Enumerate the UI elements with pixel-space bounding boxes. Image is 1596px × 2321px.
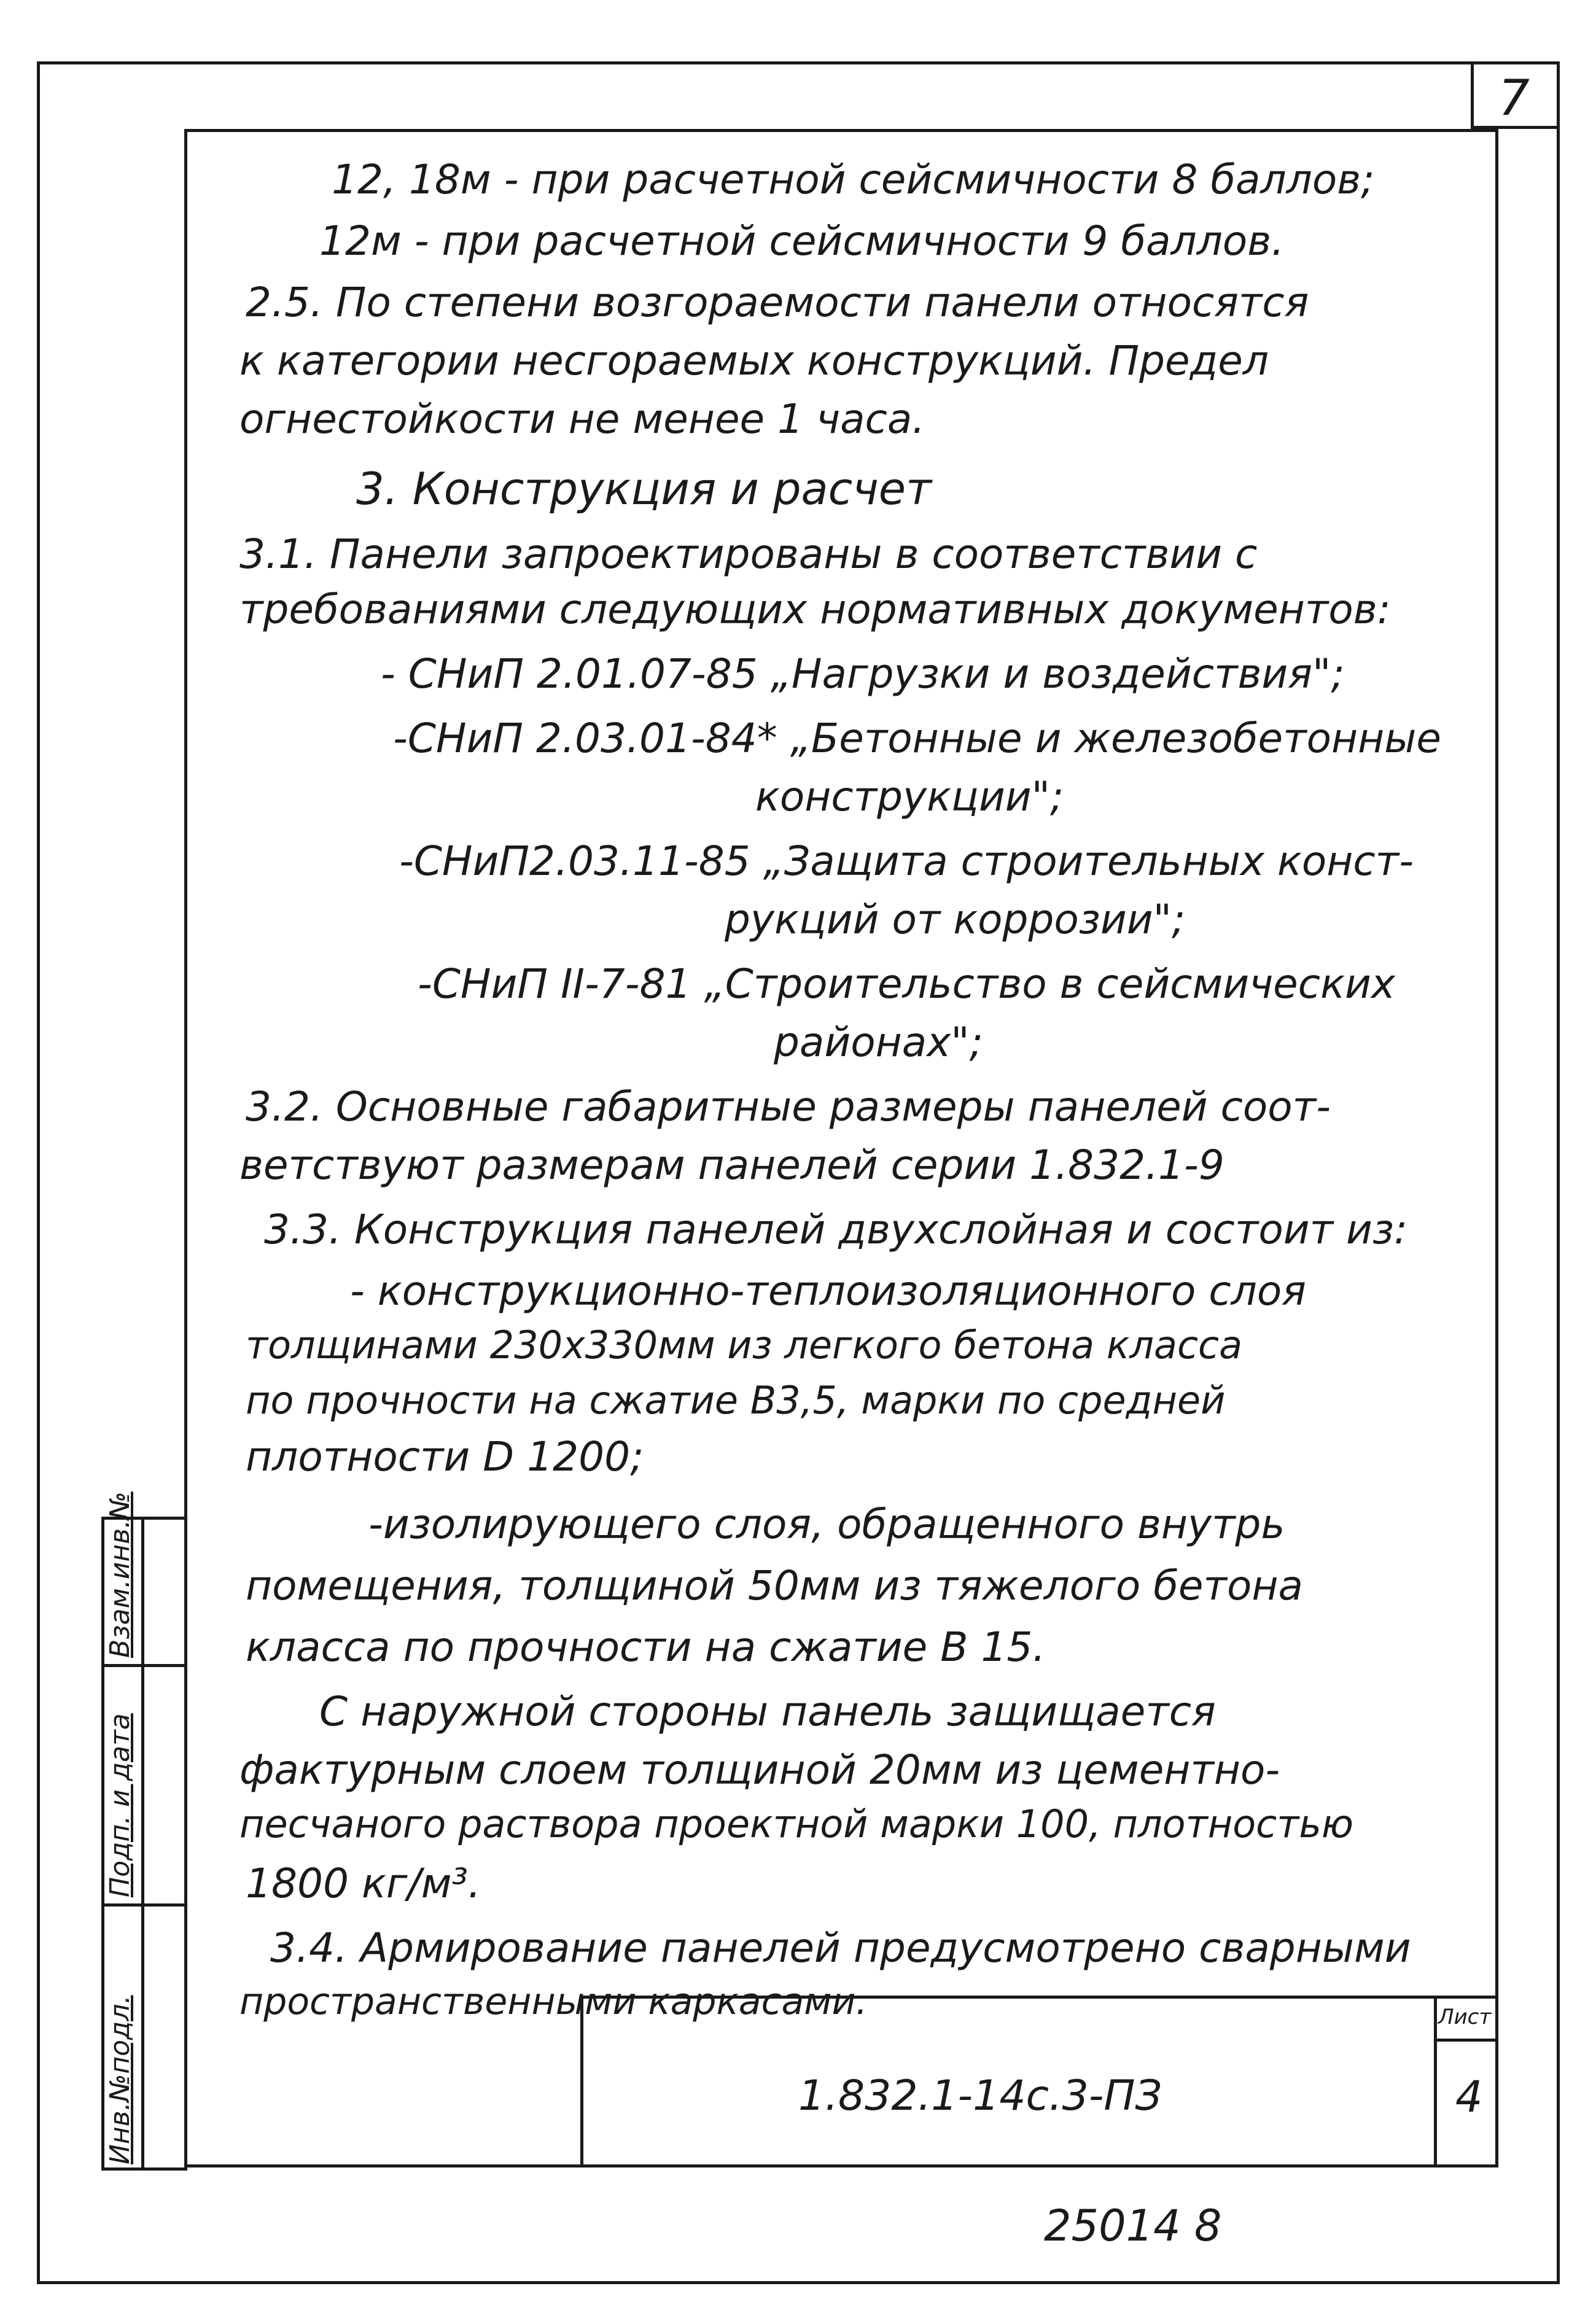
title-block-code: 1.832.1-14с.3-ПЗ	[798, 2072, 1162, 2120]
text-line-11: конструкции";	[755, 773, 1064, 820]
text-line-29: 1800 кг/м³.	[246, 1860, 481, 1907]
text-line-31: пространственными каркасами.	[239, 1980, 868, 2023]
section-heading: 3. Конструкция и расчет	[356, 463, 932, 515]
side-label-podp-data: Подп. и дата	[104, 1713, 136, 1897]
text-line-14: -СНиП II-7-81 „Строительство в сейсмических	[418, 960, 1395, 1008]
text-line-7: 3.1. Панели запроектированы в соответствии с	[239, 531, 1258, 578]
side-label-inv-podl: Инв.№подл.	[104, 1995, 136, 2164]
stamp-bottom	[101, 2167, 187, 2171]
text-line-16: 3.2. Основные габаритные размеры панелей соот-	[246, 1083, 1331, 1130]
text-line-22: плотности D 1200;	[246, 1433, 644, 1480]
text-line-4: к категории несгораемых конструкций. Предел	[239, 337, 1269, 384]
text-line-15: районах";	[774, 1019, 983, 1066]
text-line-32-visible	[239, 1943, 260, 1944]
text-line-25: класса по прочности на сжатие В 15.	[246, 1623, 1046, 1671]
text-line-24: помещения, толщиной 50мм из тяжелого бетона	[246, 1562, 1303, 1609]
text-line-21: по прочности на сжатие В3,5, марки по средней	[246, 1378, 1226, 1423]
stamp-column-line-2	[141, 1517, 144, 2167]
text-line-10: -СНиП 2.03.01-84* „Бетонные и железобетонные	[393, 715, 1441, 762]
title-block-sheet-label: Лист	[1438, 2005, 1492, 2029]
text-line-28: песчаного раствора проектной марки 100, плотностью	[239, 1802, 1354, 1846]
text-line-2: 12м - при расчетной сейсмичности 9 баллов.	[319, 217, 1285, 265]
text-line-17: ветствуют размерам панелей серии 1.832.1-9	[239, 1141, 1224, 1189]
text-line-8: требованиями следующих нормативных документов:	[239, 586, 1391, 633]
text-line-19: - конструкционно-теплоизоляционного слоя	[350, 1267, 1306, 1315]
bottom-number: 25014 8	[1044, 2201, 1222, 2251]
text-line-13: рукций от коррозии";	[725, 896, 1186, 943]
title-block-sheet-divider	[1434, 1996, 1437, 2167]
text-line-30: 3.4. Армирование панелей предусмотрено сварными	[270, 1924, 1411, 1972]
stamp-divider-1	[101, 1664, 187, 1667]
title-block-sheet-label-line	[1434, 2039, 1498, 2042]
text-line-27: фактурным слоем толщиной 20мм из цементно-	[239, 1746, 1280, 1794]
text-line-18: 3.3. Конструкция панелей двухслойная и состоит из:	[264, 1206, 1408, 1253]
text-line-26: С наружной стороны панель защищается	[319, 1688, 1216, 1735]
page-number: 7	[1498, 69, 1530, 126]
text-line-20: толщинами 230х330мм из легкого бетона класса	[246, 1323, 1243, 1367]
text-line-5: огнестойкости не менее 1 часа.	[239, 395, 925, 443]
text-line-12: -СНиП2.03.11-85 „Защита строительных конст-	[399, 838, 1414, 885]
side-label-vzam-inv: Взам.инв.№	[104, 1491, 136, 1658]
title-block-sheet-number: 4	[1455, 2072, 1483, 2122]
text-line-9: - СНиП 2.01.07-85 „Нагрузки и воздействия";	[381, 650, 1345, 698]
stamp-divider-2	[101, 1903, 187, 1907]
text-line-3: 2.5. По степени возгораемости панели относятся	[246, 279, 1309, 326]
text-line-1: 12, 18м - при расчетной сейсмичности 8 баллов;	[332, 156, 1375, 203]
text-line-23: -изолирующего слоя, обращенного внутрь	[368, 1501, 1285, 1548]
